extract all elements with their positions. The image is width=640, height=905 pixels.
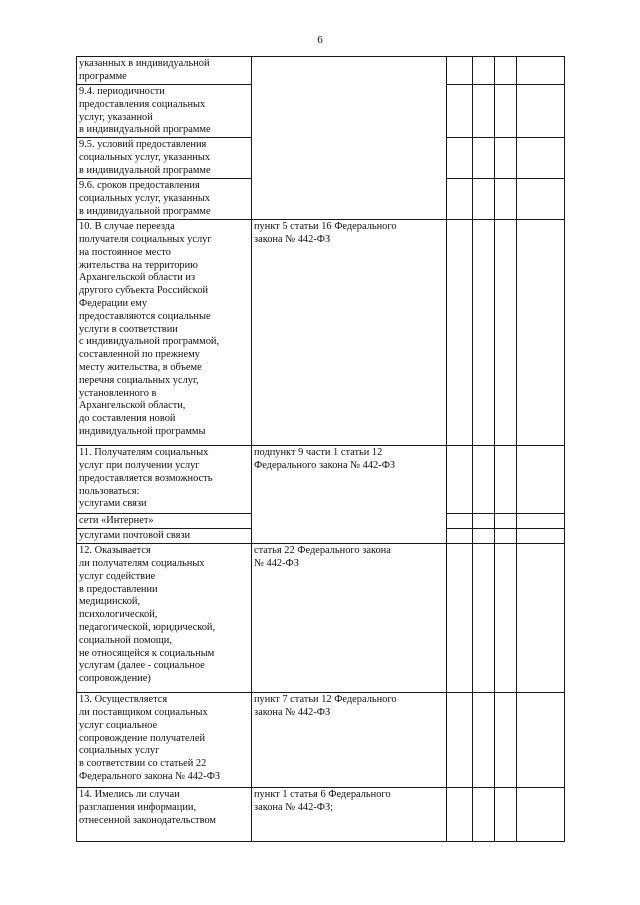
- table-row: [77, 446, 565, 514]
- not-applicable-cell: [495, 446, 517, 514]
- legal-basis-cell: пункт 5 статьи 16 Федерального закона № 442-ФЗ: [252, 220, 447, 446]
- table-row: [77, 693, 565, 788]
- criterion-cell: 9.6. сроков предоставления социальных услуг, указанных в индивидуальной программе: [77, 179, 252, 220]
- table-row: [77, 220, 565, 446]
- note-cell: [517, 85, 565, 138]
- not-applicable-cell: [495, 85, 517, 138]
- no-cell: [473, 179, 495, 220]
- yes-cell: [447, 446, 473, 514]
- no-cell: [473, 788, 495, 842]
- no-cell: [473, 446, 495, 514]
- note-cell: [517, 693, 565, 788]
- no-cell: [473, 57, 495, 85]
- not-applicable-cell: [495, 514, 517, 529]
- legal-basis-cell: подпункт 9 части 1 статьи 12 Федерального закона № 442-ФЗ: [252, 446, 447, 544]
- criterion-cell: сети «Интернет»: [77, 514, 252, 529]
- criterion-cell: 11. Получателям социальных услуг при получении услуг предоставляется возможность пользоваться: услугами связи: [77, 446, 252, 514]
- legal-basis-cell: пункт 1 статья 6 Федерального закона № 442-ФЗ;: [252, 788, 447, 842]
- yes-cell: [447, 529, 473, 544]
- note-cell: [517, 514, 565, 529]
- not-applicable-cell: [495, 544, 517, 693]
- criterion-cell: 9.4. периодичности предоставления социальных услуг, указанной в индивидуальной программе: [77, 85, 252, 138]
- no-cell: [473, 529, 495, 544]
- criterion-cell: 13. Осуществляется ли поставщиком социальных услуг социальное сопровождение получателей социальных услуг в соответствии со статьей 22 Федерального закона № 442-ФЗ: [77, 693, 252, 788]
- yes-cell: [447, 514, 473, 529]
- note-cell: [517, 138, 565, 179]
- criterion-cell: 14. Имелись ли случаи разглашения информации, отнесенной законодательством: [77, 788, 252, 842]
- criterion-cell: указанных в индивидуальной программе: [77, 57, 252, 85]
- note-cell: [517, 529, 565, 544]
- yes-cell: [447, 57, 473, 85]
- table-row: [77, 788, 565, 842]
- not-applicable-cell: [495, 220, 517, 446]
- note-cell: [517, 57, 565, 85]
- criterion-cell: услугами почтовой связи: [77, 529, 252, 544]
- note-cell: [517, 544, 565, 693]
- note-cell: [517, 446, 565, 514]
- criterion-cell: 9.5. условий предоставления социальных услуг, указанных в индивидуальной программе: [77, 138, 252, 179]
- no-cell: [473, 220, 495, 446]
- note-cell: [517, 220, 565, 446]
- not-applicable-cell: [495, 529, 517, 544]
- not-applicable-cell: [495, 693, 517, 788]
- criterion-cell: 12. Оказывается ли получателям социальных услуг содействие в предоставлении медицинской, психологической, педагогической, юридической, социальной помощи, не относящейся к социальным услугам (далее - социальное сопровождение): [77, 544, 252, 693]
- not-applicable-cell: [495, 138, 517, 179]
- not-applicable-cell: [495, 179, 517, 220]
- yes-cell: [447, 220, 473, 446]
- checklist-table: [76, 56, 565, 842]
- note-cell: [517, 788, 565, 842]
- yes-cell: [447, 138, 473, 179]
- legal-basis-cell: пункт 7 статьи 12 Федерального закона № 442-ФЗ: [252, 693, 447, 788]
- yes-cell: [447, 544, 473, 693]
- table-row: [77, 544, 565, 693]
- criterion-cell: 10. В случае переезда получателя социальных услуг на постоянное место жительства на территорию Архангельской области из другого субъекта Российской Федерации ему предоставляются социальные услуги в соответствии с индивидуальной программой, составленной по прежнему месту жительства, в объеме перечня социальных услуг, установленного в Архангельской области, до составления новой индивидуальной программы: [77, 220, 252, 446]
- not-applicable-cell: [495, 57, 517, 85]
- no-cell: [473, 514, 495, 529]
- no-cell: [473, 693, 495, 788]
- no-cell: [473, 138, 495, 179]
- table-row: [77, 57, 565, 85]
- no-cell: [473, 85, 495, 138]
- yes-cell: [447, 788, 473, 842]
- legal-basis-cell: [252, 57, 447, 220]
- no-cell: [473, 544, 495, 693]
- page-number: 6: [317, 34, 323, 46]
- yes-cell: [447, 179, 473, 220]
- not-applicable-cell: [495, 788, 517, 842]
- yes-cell: [447, 693, 473, 788]
- yes-cell: [447, 85, 473, 138]
- note-cell: [517, 179, 565, 220]
- legal-basis-cell: статья 22 Федерального закона № 442-ФЗ: [252, 544, 447, 693]
